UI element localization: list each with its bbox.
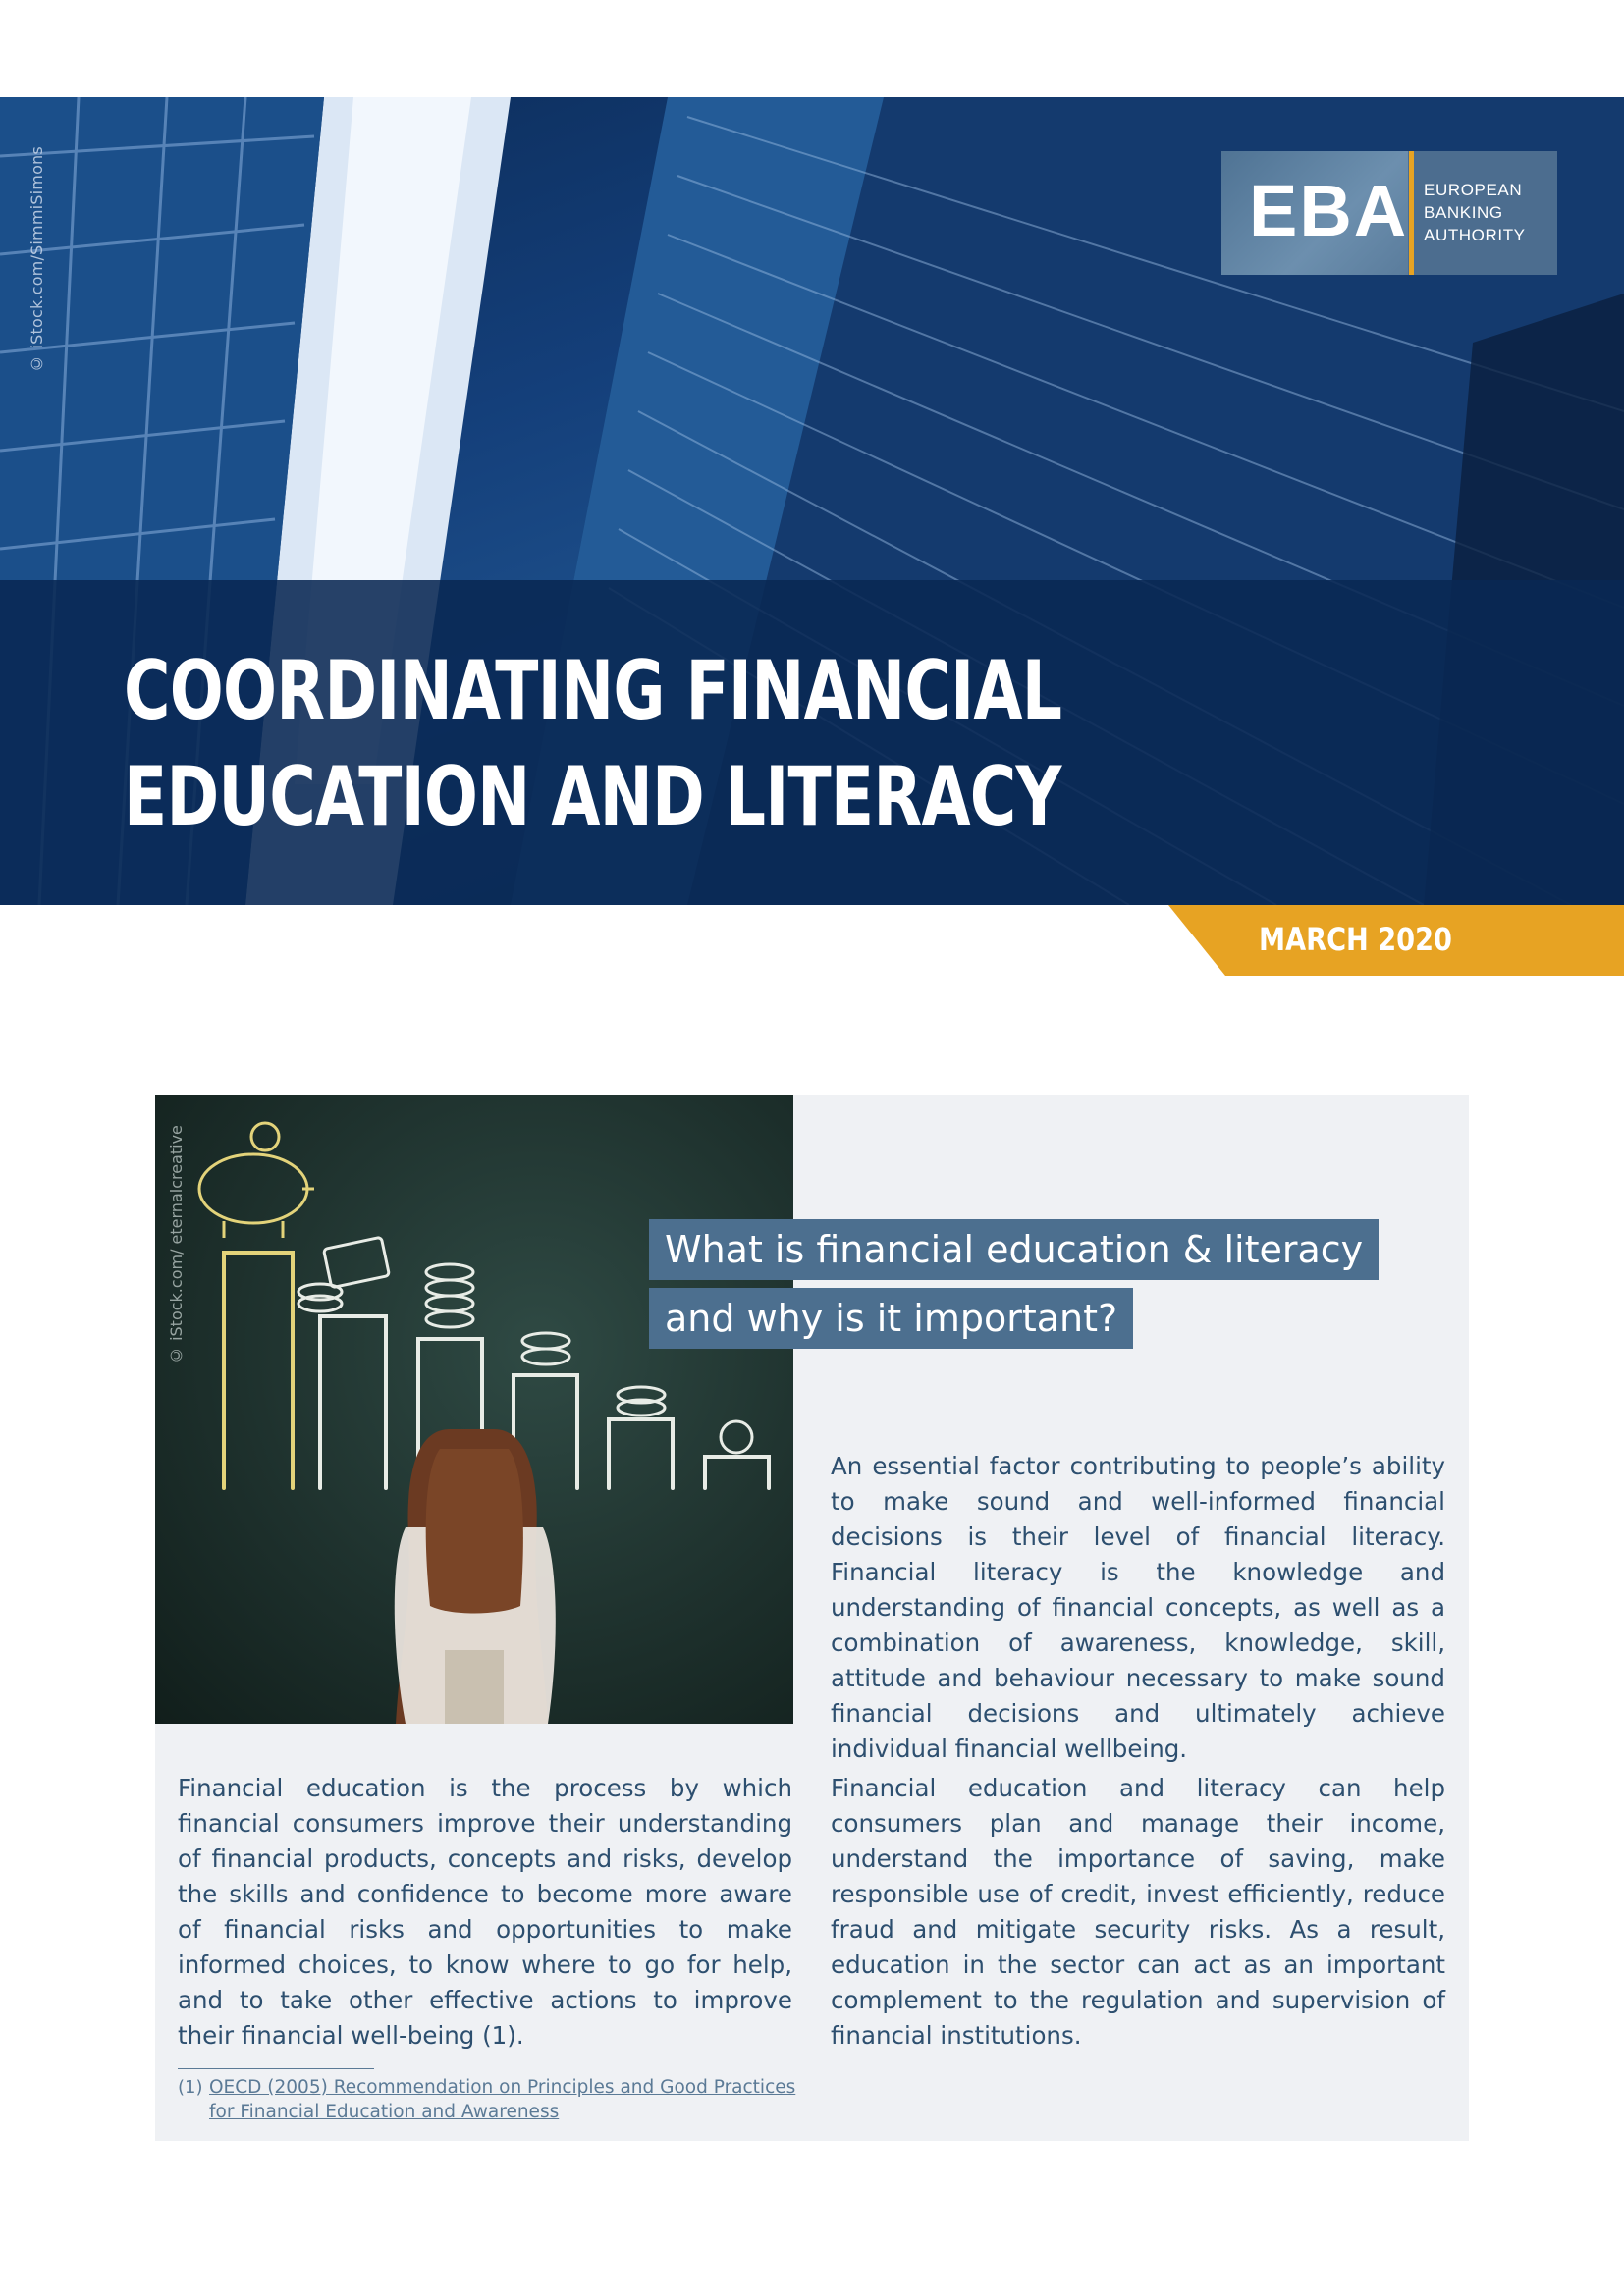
photo-credit: © iStock.com/SimmiSimons [27,146,46,373]
title-band [0,580,1624,905]
paragraph-benefits: Financial education and literacy can help consumers plan and manage their income, understand the importance of saving, make responsible use of credit, invest efficiently, reduce fraud and mitigate security risks. As a result, education in the sector can act as an important complement to the regulation and supervision of financial institutions. [831,1774,1445,2050]
logo-line-2: BANKING [1424,203,1503,222]
piggy-bank-icon [199,1123,314,1238]
footnote-marker: (1) [178,2077,203,2098]
logo-divider [1409,151,1414,275]
footnote-link-line-2[interactable]: for Financial Education and Awareness [209,2102,560,2122]
paragraph-financial-education: Financial education is the process by which financial consumers improve their understanding of financial products, concepts and risks, develop the skills and confidence to become more aware of financial risks and opportunities to make informed choices, to know where to go for help, and to take other effective actions to improve their financial well-being (1). [178,1774,792,2050]
page-title-line-2: EDUCATION AND LITERACY [124,749,1061,844]
logo-line-1: EUROPEAN [1424,181,1523,199]
woman-figure [395,1429,556,1724]
paragraph-financial-literacy: An essential factor contributing to people’s ability to make sound and well-informed financial decisions is their level of financial literacy. Financial literacy is the knowledge and understanding of financial concepts, as well as a combination of awareness, knowledge, skill, attitude and behaviour necessary to make sound financial decisions and ultimately achieve individual financial wellbeing. [831,1452,1445,1763]
eba-logo [1221,151,1557,275]
page-title-line-1: COORDINATING FINANCIAL [124,643,1062,738]
footnote-divider [178,2068,374,2069]
logo-line-3: AUTHORITY [1424,226,1526,244]
publication-date: MARCH 2020 [1259,921,1452,958]
chalkboard-photo [155,1095,793,1724]
footnote-link-line-1[interactable]: OECD (2005) Recommendation on Principles and Good Practices [209,2077,796,2098]
section-heading-line-2: and why is it important? [649,1288,1133,1349]
photo-credit: © iStock.com/ eternalcreative [167,1125,186,1364]
logo-acronym: EBA [1249,170,1409,251]
chalkboard-illustration [155,1095,793,1724]
section-heading-line-1: What is financial education & literacy [649,1219,1379,1280]
